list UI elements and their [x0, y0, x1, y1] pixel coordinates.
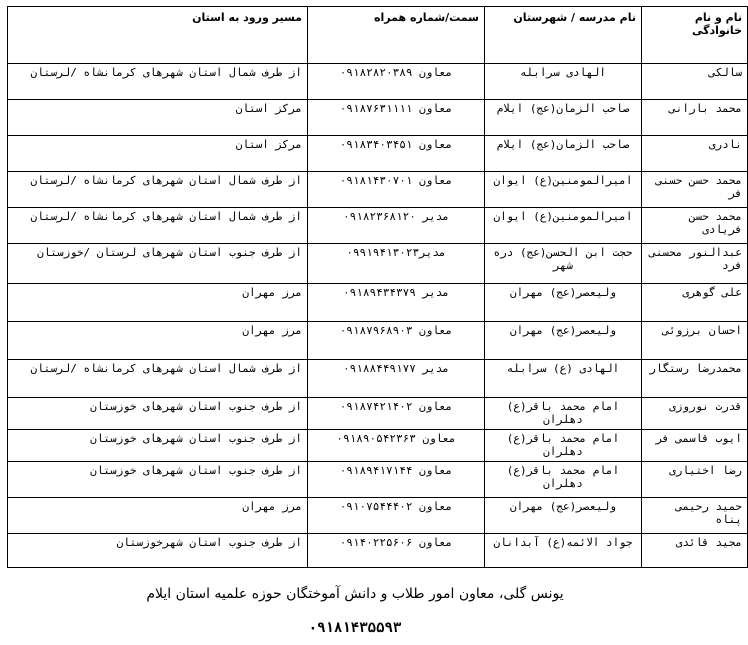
- cell-name: ایوب قاسمی فر: [642, 430, 748, 462]
- table-row: [8, 172, 748, 208]
- cell-route: مرز مهران: [8, 498, 308, 534]
- cell-school: صاحب الزمان(عج) ایلام: [485, 136, 642, 172]
- cell-route: از طرف جنوب استان شهرهای خوزستان: [8, 462, 308, 498]
- table-row: [8, 208, 748, 244]
- cell-school: امام محمد باقر(ع) دهلران: [485, 398, 642, 430]
- cell-route: مرز مهران: [8, 322, 308, 360]
- cell-name: مجید قائدی: [642, 534, 748, 568]
- header-role: سمت/شماره همراه: [308, 7, 485, 64]
- cell-name: نادری: [642, 136, 748, 172]
- cell-route: از طرف جنوب استان شهرهای خوزستان: [8, 398, 308, 430]
- table-row: [8, 322, 748, 360]
- table-row: [8, 136, 748, 172]
- table-row: [8, 244, 748, 284]
- cell-name: محمدرضا رستگار: [642, 360, 748, 398]
- cell-role: معاون ۰۹۱۸۹۰۵۴۲۳۶۳: [308, 430, 485, 462]
- cell-role: مدیر۰۹۹۱۹۴۱۳۰۲۳: [308, 244, 485, 284]
- cell-school: ولیعصر(عج) مهران: [485, 498, 642, 534]
- header-school: نام مدرسه / شهرستان: [485, 7, 642, 64]
- table-row: [8, 360, 748, 398]
- cell-role: مدیر ۰۹۱۸۲۳۶۸۱۲۰: [308, 208, 485, 244]
- table-row: [8, 398, 748, 430]
- cell-route: از طرف شمال استان شهرهای کرمانشاه /لرستان: [8, 172, 308, 208]
- cell-school: جواد الائمه(ع) آبدانان: [485, 534, 642, 568]
- cell-name: رضا اختیاری: [642, 462, 748, 498]
- header-name: نام و نام خانوادگی: [642, 7, 748, 64]
- table-row: [8, 462, 748, 498]
- cell-name: سالکی: [642, 64, 748, 100]
- cell-school: صاحب الزمان(عج) ایلام: [485, 100, 642, 136]
- cell-school: الهادی (ع) سرابله: [485, 360, 642, 398]
- cell-route: از طرف شمال استان شهرهای کرمانشاه /لرستان: [8, 360, 308, 398]
- table-row: [8, 498, 748, 534]
- cell-route: از طرف جنوب استان شهرخوزستان: [8, 534, 308, 568]
- cell-school: ولیعصر(عج) مهران: [485, 322, 642, 360]
- table-row: [8, 64, 748, 100]
- footer-title: یونس گلی، معاون امور طلاب و دانش آموختگان حوزه علمیه استان ایلام: [146, 586, 564, 602]
- cell-name: قدرت نوروزی: [642, 398, 748, 430]
- cell-name: احسان برزوئی: [642, 322, 748, 360]
- cell-route: مرکز استان: [8, 100, 308, 136]
- cell-school: امیرالمومنین(ع) ایوان: [485, 208, 642, 244]
- cell-route: مرکز استان: [8, 136, 308, 172]
- cell-school: امام محمد باقر(ع) دهلران: [485, 430, 642, 462]
- footer-phone: ۰۹۱۸۱۴۳۵۵۹۳: [308, 620, 402, 636]
- cell-school: ولیعصر(عج) مهران: [485, 284, 642, 322]
- cell-name: محمد حسن فریادی: [642, 208, 748, 244]
- cell-role: معاون ۰۹۱۸۲۸۲۰۳۸۹: [308, 64, 485, 100]
- cell-role: معاون ۰۹۱۰۷۵۴۴۴۰۲: [308, 498, 485, 534]
- cell-route: از طرف جنوب استان شهرهای لرستان /خوزستان: [8, 244, 308, 284]
- roster-body: [8, 64, 748, 568]
- cell-role: مدیر ۰۹۱۸۹۴۳۴۳۷۹: [308, 284, 485, 322]
- cell-route: از طرف شمال استان شهرهای کرمانشاه /لرستان: [8, 64, 308, 100]
- table-header-row: [8, 7, 748, 64]
- cell-name: محمد بارانی: [642, 100, 748, 136]
- cell-name: حمید رحیمی پناه: [642, 498, 748, 534]
- cell-school: امیرالمومنین(ع) ایوان: [485, 172, 642, 208]
- roster-table: [7, 6, 748, 568]
- table-row: [8, 430, 748, 462]
- cell-role: معاون ۰۹۱۸۷۶۳۱۱۱۱: [308, 100, 485, 136]
- cell-role: مدیر ۰۹۱۸۸۴۴۹۱۷۷: [308, 360, 485, 398]
- cell-school: امام محمد باقر(ع) دهلران: [485, 462, 642, 498]
- cell-route: از طرف جنوب استان شهرهای خوزستان: [8, 430, 308, 462]
- header-route: مسیر ورود به استان: [8, 7, 308, 64]
- cell-school: حجت ابن الحسن(عج) دره شهر: [485, 244, 642, 284]
- cell-school: الهادی سرابله: [485, 64, 642, 100]
- cell-name: محمد حسن حسنی فر: [642, 172, 748, 208]
- cell-role: معاون ۰۹۱۸۳۴۰۳۴۵۱: [308, 136, 485, 172]
- cell-role: معاون ۰۹۱۸۷۹۶۸۹۰۳: [308, 322, 485, 360]
- cell-route: مرز مهران: [8, 284, 308, 322]
- table-row: [8, 534, 748, 568]
- cell-role: معاون ۰۹۱۸۷۴۲۱۴۰۲: [308, 398, 485, 430]
- table-row: [8, 100, 748, 136]
- cell-route: از طرف شمال استان شهرهای کرمانشاه /لرستان: [8, 208, 308, 244]
- cell-name: عبدالنور محسنی فرد: [642, 244, 748, 284]
- cell-name: علی گوهری: [642, 284, 748, 322]
- cell-role: معاون ۰۹۱۴۰۲۲۵۶۰۶: [308, 534, 485, 568]
- cell-role: معاون ۰۹۱۸۹۴۱۷۱۴۴: [308, 462, 485, 498]
- table-row: [8, 284, 748, 322]
- cell-role: معاون ۰۹۱۸۱۴۳۰۷۰۱: [308, 172, 485, 208]
